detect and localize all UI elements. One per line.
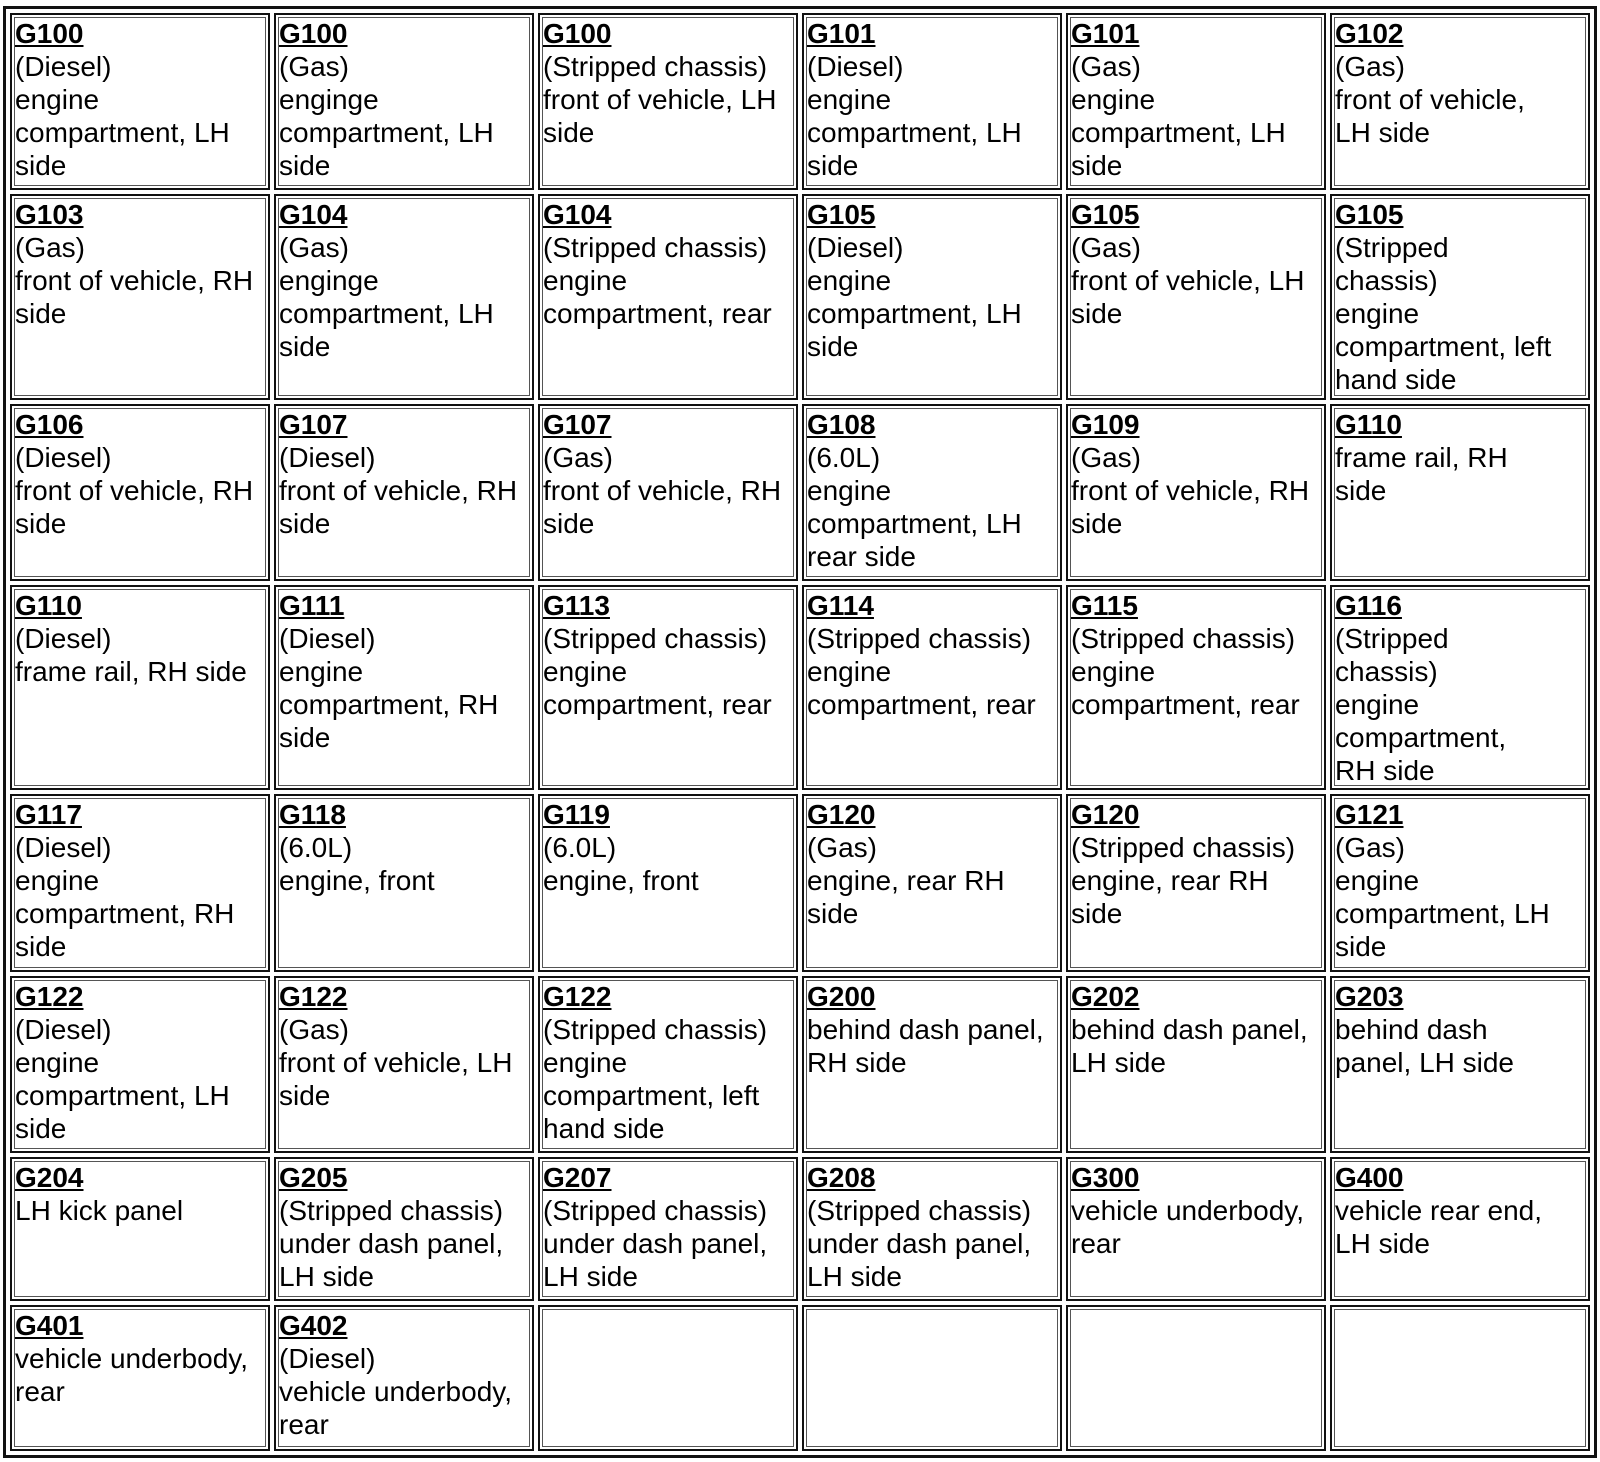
ground-location-text: engine [15, 84, 100, 115]
ground-location-cell [538, 13, 798, 190]
ground-code: G115 [1071, 589, 1138, 621]
ground-code: G207 [543, 1161, 612, 1193]
ground-location-text: side [1071, 150, 1123, 181]
ground-location-cell [802, 13, 1062, 190]
ground-location-text: behind dash [1335, 1013, 1488, 1045]
ground-location-cell [274, 976, 534, 1153]
ground-location-text: LH side [1071, 1046, 1166, 1078]
ground-location-text: (6.0L) [807, 441, 881, 473]
ground-code: G106 [15, 408, 84, 440]
ground-location-text: front of vehicle, LH [1071, 265, 1305, 297]
ground-location-text: compartment, LH [1335, 898, 1550, 930]
ground-location-text: (Stripped chassis) [279, 1194, 504, 1226]
ground-location-text: engine [1071, 655, 1156, 687]
ground-location-cell [538, 1157, 798, 1301]
ground-location-text: side [15, 1112, 67, 1144]
ground-location-cell [10, 13, 270, 190]
ground-location-cell [10, 404, 270, 581]
ground-location-text: front of vehicle, RH [15, 474, 254, 506]
ground-location-cell [1066, 976, 1326, 1153]
ground-location-text: vehicle underbody, [279, 1375, 512, 1407]
ground-code: G400 [1335, 1161, 1404, 1193]
ground-location-text: engine, rear RH [1071, 865, 1269, 897]
ground-location-text: (Stripped chassis) [1071, 832, 1296, 864]
ground-location-cell [1330, 194, 1590, 399]
ground-location-text: (Stripped [1335, 622, 1449, 654]
ground-location-text: compartment, LH [15, 1079, 230, 1111]
ground-location-cell [10, 976, 270, 1153]
ground-location-text: side [1071, 898, 1123, 930]
ground-location-text: engine [1335, 298, 1420, 330]
ground-code: G122 [15, 980, 84, 1012]
ground-location-text: side [15, 507, 67, 539]
ground-location-text: side [1335, 931, 1387, 963]
table-row [10, 194, 1590, 399]
ground-location-cell [802, 585, 1062, 790]
ground-location-cell [1330, 976, 1590, 1153]
ground-code: G401 [15, 1309, 84, 1341]
table-row [10, 1305, 1590, 1451]
ground-location-text: (Gas) [1071, 51, 1141, 82]
ground-location-text: (Diesel) [15, 1013, 112, 1045]
ground-location-cell [802, 794, 1062, 971]
ground-location-text: (Diesel) [15, 622, 112, 654]
ground-location-text: hand side [543, 1112, 665, 1144]
ground-location-text: RH side [1335, 754, 1435, 786]
ground-location-text: engine [807, 84, 892, 115]
ground-location-text: side [807, 150, 859, 181]
ground-location-text: side [279, 331, 331, 363]
ground-location-text: (Diesel) [279, 1342, 376, 1374]
ground-location-cell [1066, 404, 1326, 581]
ground-location-text: enginge [279, 265, 379, 297]
ground-code: G111 [279, 589, 345, 621]
ground-location-text: compartment, [1335, 721, 1507, 753]
ground-location-text: (Gas) [543, 441, 613, 473]
ground-location-text: side [807, 331, 859, 363]
ground-location-cell [1330, 794, 1590, 971]
ground-code: G120 [1071, 799, 1140, 831]
ground-location-text: behind dash panel, [807, 1013, 1044, 1045]
ground-location-cell [1066, 585, 1326, 790]
ground-code: G113 [543, 589, 610, 621]
ground-location-text: compartment, RH [15, 898, 235, 930]
ground-location-text: engine [807, 265, 892, 297]
ground-location-cell [538, 404, 798, 581]
ground-location-text: (Gas) [279, 1013, 349, 1045]
ground-location-text: (Diesel) [279, 441, 376, 473]
ground-location-text: vehicle rear end, [1335, 1194, 1543, 1226]
ground-location-text: compartment, left [1335, 331, 1552, 363]
ground-code: G200 [807, 980, 876, 1012]
ground-location-text: rear [15, 1375, 65, 1407]
ground-location-text: LH side [543, 1260, 638, 1292]
ground-location-text: LH side [807, 1260, 902, 1292]
ground-location-text: side [807, 898, 859, 930]
ground-location-text: rear side [807, 540, 916, 572]
ground-location-text: engine [1335, 865, 1420, 897]
ground-location-cell [274, 1157, 534, 1301]
ground-location-text: compartment, LH [807, 507, 1022, 539]
ground-location-text: compartment, rear [807, 688, 1036, 720]
ground-code: G121 [1335, 799, 1404, 831]
ground-location-text: compartment, rear [543, 688, 772, 720]
ground-location-text: engine, rear RH [807, 865, 1005, 897]
ground-location-text: (Stripped chassis) [543, 622, 768, 654]
ground-location-text: (Gas) [15, 232, 85, 264]
ground-location-text: (6.0L) [279, 832, 353, 864]
ground-location-text: frame rail, RH [1335, 441, 1508, 473]
ground-location-text: compartment, RH [279, 688, 499, 720]
ground-location-text: (Stripped chassis) [543, 232, 768, 264]
ground-location-text: engine [543, 655, 628, 687]
ground-location-text: front of vehicle, [1335, 84, 1525, 115]
ground-location-text: side [279, 1079, 331, 1111]
ground-location-text: compartment, left [543, 1079, 760, 1111]
ground-location-text: rear [1071, 1227, 1121, 1259]
ground-code: G105 [807, 199, 876, 231]
ground-code: G116 [1335, 589, 1402, 621]
empty-cell [538, 1305, 798, 1451]
ground-code: G110 [15, 589, 82, 621]
ground-location-text: side [15, 931, 67, 963]
ground-location-text: engine [1335, 688, 1420, 720]
ground-location-text: front of vehicle, LH [279, 1046, 513, 1078]
ground-code: G103 [15, 199, 84, 231]
ground-code: G117 [15, 799, 82, 831]
table-row [10, 13, 1590, 190]
ground-location-text: (Gas) [807, 832, 877, 864]
ground-location-cell [1066, 13, 1326, 190]
ground-location-text: engine [1071, 84, 1156, 115]
ground-location-text: vehicle underbody, [1071, 1194, 1304, 1226]
ground-locations-table [6, 9, 1594, 1455]
ground-code: G104 [279, 199, 348, 231]
ground-code: G101 [1071, 18, 1140, 49]
ground-location-text: (Gas) [279, 51, 349, 82]
ground-code: G402 [279, 1309, 348, 1341]
ground-code: G110 [1335, 408, 1402, 440]
ground-location-text: (Stripped chassis) [807, 622, 1032, 654]
ground-location-text: side [1071, 507, 1123, 539]
ground-location-text: under dash panel, [543, 1227, 768, 1259]
ground-location-text: (Diesel) [807, 51, 904, 82]
ground-location-text: compartment, LH [279, 117, 494, 148]
ground-code: G205 [279, 1161, 348, 1193]
ground-code: G105 [1335, 199, 1404, 231]
table-row [10, 404, 1590, 581]
ground-location-text: compartment, LH [1071, 117, 1286, 148]
ground-location-cell [274, 404, 534, 581]
ground-code: G203 [1335, 980, 1404, 1012]
ground-location-text: LH side [279, 1260, 374, 1292]
ground-location-cell [1330, 13, 1590, 190]
ground-location-text: compartment, LH [807, 117, 1022, 148]
ground-location-text: frame rail, RH side [15, 655, 247, 687]
ground-location-text: chassis) [1335, 655, 1438, 687]
ground-location-text: front of vehicle, RH [279, 474, 518, 506]
table-row [10, 1157, 1590, 1301]
ground-location-cell [1066, 1157, 1326, 1301]
ground-location-cell [10, 1157, 270, 1301]
ground-location-text: front of vehicle, RH [543, 474, 782, 506]
ground-location-cell [10, 1305, 270, 1451]
ground-location-cell [802, 404, 1062, 581]
ground-code: G101 [807, 18, 876, 49]
ground-location-text: (Gas) [1335, 51, 1405, 82]
ground-location-text: chassis) [1335, 265, 1438, 297]
ground-location-text: (Diesel) [15, 51, 112, 82]
ground-location-cell [274, 13, 534, 190]
ground-location-text: LH side [1335, 1227, 1430, 1259]
ground-location-text: engine [279, 655, 364, 687]
ground-location-text: side [1071, 298, 1123, 330]
ground-location-text: (Gas) [1071, 441, 1141, 473]
ground-location-text: front of vehicle, RH [1071, 474, 1310, 506]
ground-location-cell [274, 1305, 534, 1451]
ground-location-cell [10, 585, 270, 790]
ground-location-text: front of vehicle, RH [15, 265, 254, 297]
ground-location-cell [1330, 1157, 1590, 1301]
ground-location-cell [10, 194, 270, 399]
ground-location-text: side [15, 298, 67, 330]
ground-code: G108 [807, 408, 876, 440]
ground-location-text: side [279, 150, 331, 181]
ground-location-cell [538, 976, 798, 1153]
ground-location-text: (Gas) [1335, 832, 1405, 864]
ground-location-text: vehicle underbody, [15, 1342, 248, 1374]
ground-code: G114 [807, 589, 874, 621]
ground-location-cell [802, 976, 1062, 1153]
empty-cell [1330, 1305, 1590, 1451]
ground-location-text: enginge [279, 84, 379, 115]
ground-location-cell [538, 585, 798, 790]
ground-location-text: (Stripped chassis) [543, 51, 768, 82]
ground-location-cell [1066, 794, 1326, 971]
ground-location-text: (Stripped chassis) [807, 1194, 1032, 1226]
ground-code: G122 [543, 980, 612, 1012]
ground-location-text: engine, front [543, 865, 699, 897]
ground-location-text: compartment, rear [1071, 688, 1300, 720]
ground-location-text: (Gas) [1071, 232, 1141, 264]
ground-location-text: engine [15, 865, 100, 897]
ground-locations-table-frame [3, 6, 1597, 1458]
ground-location-text: engine [543, 265, 628, 297]
ground-code: G204 [15, 1161, 84, 1193]
empty-cell [1066, 1305, 1326, 1451]
ground-location-text: under dash panel, [279, 1227, 504, 1259]
ground-location-cell [538, 794, 798, 971]
ground-code: G300 [1071, 1161, 1140, 1193]
table-row [10, 794, 1590, 971]
ground-code: G100 [279, 18, 348, 49]
ground-location-text: RH side [807, 1046, 907, 1078]
ground-code: G202 [1071, 980, 1140, 1012]
ground-location-text: under dash panel, [807, 1227, 1032, 1259]
ground-code: G119 [543, 799, 610, 831]
ground-code: G102 [1335, 18, 1404, 49]
ground-location-text: (Stripped [1335, 232, 1449, 264]
ground-code: G107 [279, 408, 348, 440]
ground-locations-table-body [10, 13, 1590, 1451]
ground-location-text: side [543, 507, 595, 539]
ground-location-cell [802, 194, 1062, 399]
ground-code: G107 [543, 408, 612, 440]
ground-location-text: engine [807, 474, 892, 506]
ground-location-text: engine [807, 655, 892, 687]
empty-cell [802, 1305, 1062, 1451]
ground-code: G109 [1071, 408, 1140, 440]
ground-location-cell [274, 194, 534, 399]
ground-location-cell [802, 1157, 1062, 1301]
ground-location-cell [274, 794, 534, 971]
ground-location-text: (Gas) [279, 232, 349, 264]
ground-location-text: engine [543, 1046, 628, 1078]
ground-location-text: compartment, LH [279, 298, 494, 330]
ground-location-text: (Stripped chassis) [1071, 622, 1296, 654]
table-row [10, 585, 1590, 790]
ground-location-text: side [279, 507, 331, 539]
ground-location-text: engine, front [279, 865, 435, 897]
ground-code: G122 [279, 980, 348, 1012]
ground-location-cell [1330, 404, 1590, 581]
ground-location-text: (Stripped chassis) [543, 1013, 768, 1045]
ground-location-text: (Diesel) [15, 441, 112, 473]
ground-location-text: compartment, rear [543, 298, 772, 330]
ground-location-text: side [1335, 474, 1387, 506]
ground-location-text: compartment, LH [15, 117, 230, 148]
ground-code: G104 [543, 199, 612, 231]
ground-location-text: (Stripped chassis) [543, 1194, 768, 1226]
ground-location-cell [274, 585, 534, 790]
table-row [10, 976, 1590, 1153]
ground-location-text: panel, LH side [1335, 1046, 1515, 1078]
ground-location-text: engine [15, 1046, 100, 1078]
ground-location-text: LH side [1335, 117, 1430, 148]
ground-code: G118 [279, 799, 346, 831]
ground-location-cell [1066, 194, 1326, 399]
ground-location-text: side [279, 721, 331, 753]
ground-location-cell [538, 194, 798, 399]
ground-code: G100 [543, 18, 612, 49]
ground-location-cell [10, 794, 270, 971]
ground-location-text: (Diesel) [15, 832, 112, 864]
ground-location-text: LH kick panel [15, 1194, 184, 1226]
ground-location-text: side [543, 117, 595, 148]
ground-location-text: hand side [1335, 364, 1457, 396]
ground-code: G208 [807, 1161, 876, 1193]
ground-location-text: behind dash panel, [1071, 1013, 1308, 1045]
ground-location-cell [1330, 585, 1590, 790]
ground-location-text: (Diesel) [807, 232, 904, 264]
ground-location-text: (6.0L) [543, 832, 617, 864]
ground-code: G120 [807, 799, 876, 831]
ground-code: G100 [15, 18, 84, 49]
ground-location-text: side [15, 150, 67, 181]
ground-location-text: front of vehicle, LH [543, 84, 777, 115]
ground-location-text: rear [279, 1408, 329, 1440]
ground-location-text: compartment, LH [807, 298, 1022, 330]
ground-location-text: (Diesel) [279, 622, 376, 654]
ground-code: G105 [1071, 199, 1140, 231]
